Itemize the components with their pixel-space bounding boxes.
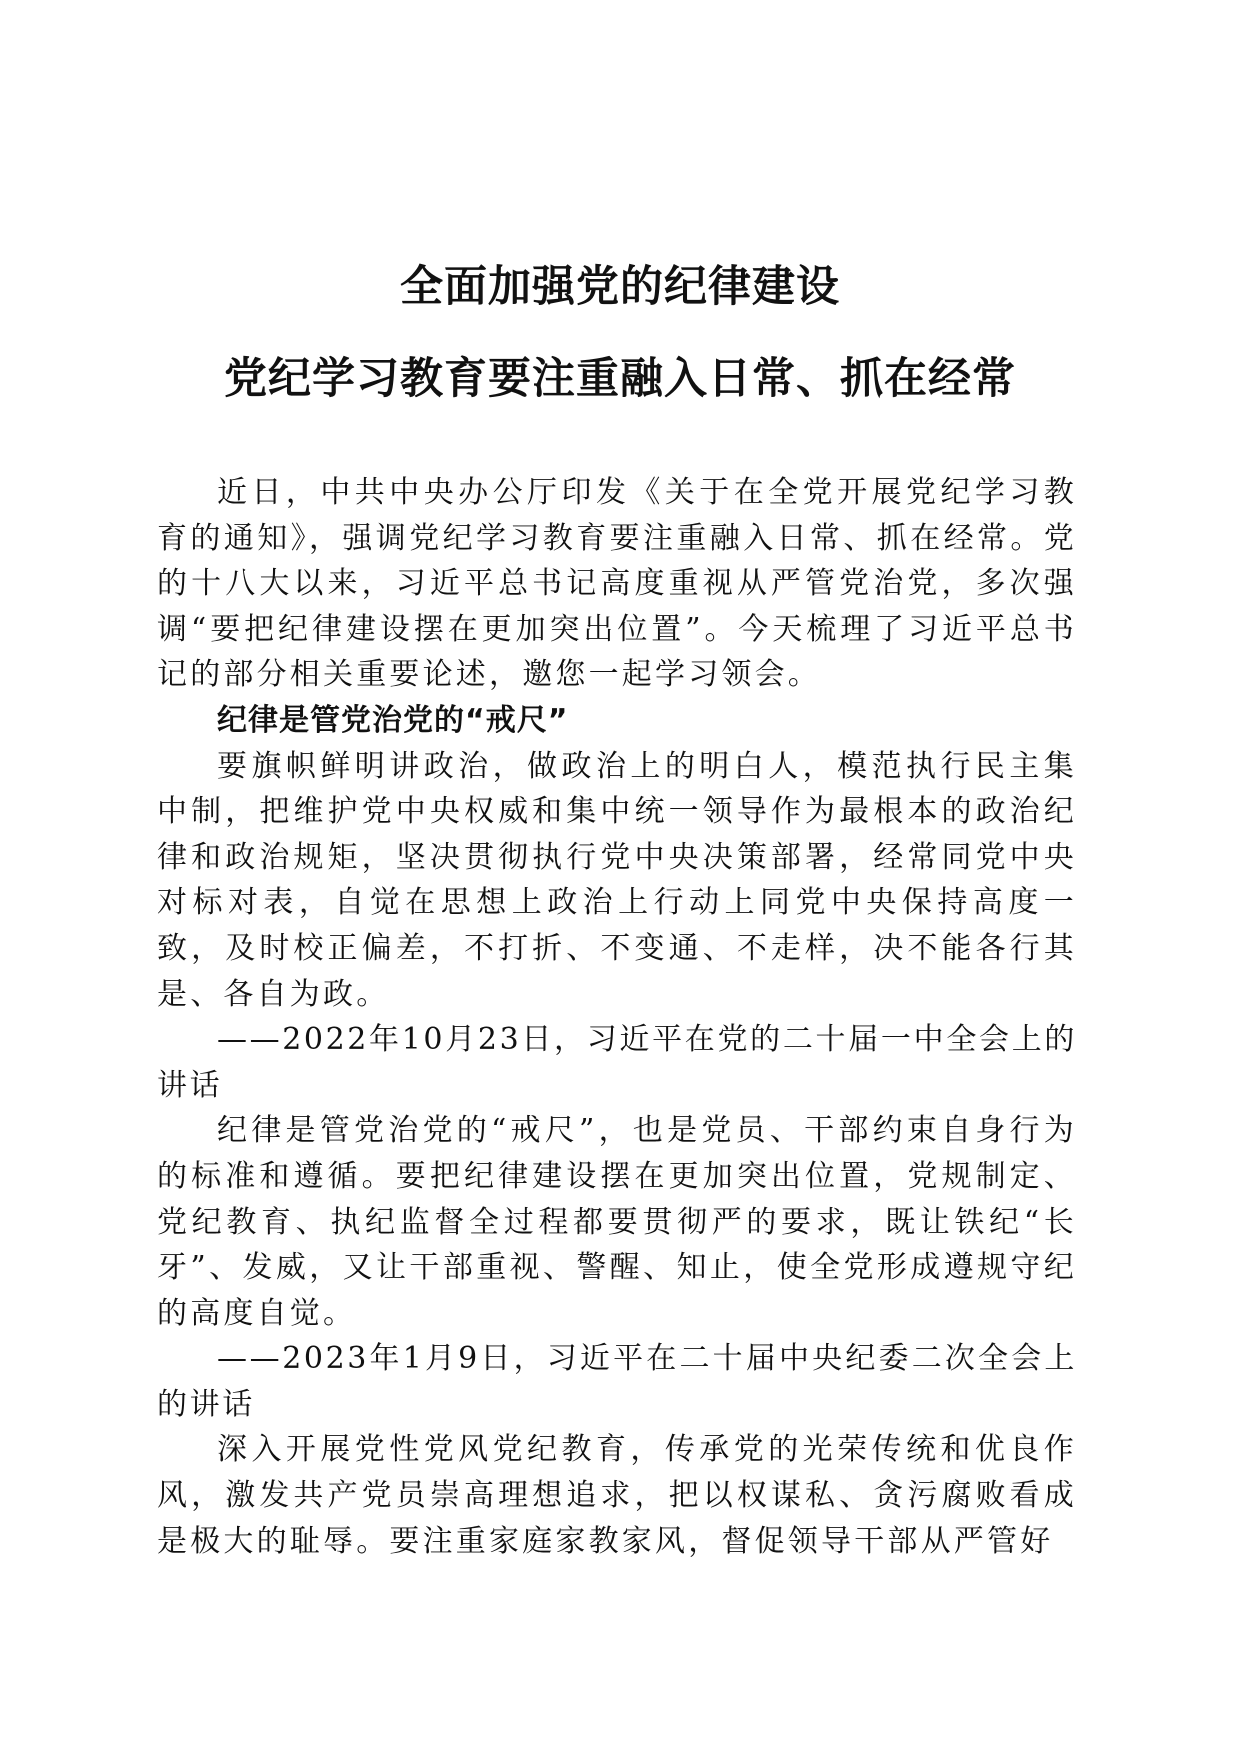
intro-paragraph: 近日，中共中央办公厅印发《关于在全党开展党纪学习教育的通知》，强调党纪学习教育要注重融入日常、抓在经常。党的十八大以来，习近平总书记高度重视从严管党治党，多次强调“要把纪律建设摆在更加突出位置”。今天梳理了习近平总书记的部分相关重要论述，邀您一起学习领会。 [157, 475, 1077, 693]
quote-paragraph: 深入开展党性党风党纪教育，传承党的光荣传统和优良作风，激发共产党员崇高理想追求，把以权谋私、贪污腐败看成是极大的耻辱。要注重家庭家教家风，督促领导干部从严管好 [157, 1432, 1077, 1559]
document-body [157, 470, 1077, 1564]
quote-source: ——2023年1月9日，习近平在二十届中央纪委二次全会上的讲话 [157, 1341, 1077, 1422]
section-heading: 纪律是管党治党的“戒尺” [217, 702, 569, 738]
quote-paragraph: 纪律是管党治党的“戒尺”，也是党员、干部约束自身行为的标准和遵循。要把纪律建设摆在更加突出位置，党规制定、党纪教育、执纪监督全过程都要贯彻严的要求，既让铁纪“长牙”、发威，又让干部重视、警醒、知止，使全党形成遵规守纪的高度自觉。 [157, 1113, 1077, 1331]
document-title-line-2: 党纪学习教育要注重融入日常、抓在经常 [224, 354, 1016, 404]
quote-source: ——2022年10月23日，习近平在党的二十届一中全会上的讲话 [157, 1022, 1077, 1103]
quote-paragraph: 要旗帜鲜明讲政治，做政治上的明白人，模范执行民主集中制，把维护党中央权威和集中统一领导作为最根本的政治纪律和政治规矩，坚决贯彻执行党中央决策部署，经常同党中央对标对表，自觉在思想上政治上行动上同党中央保持高度一致，及时校正偏差，不打折、不变通、不走样，决不能各行其是、各自为政。 [157, 748, 1077, 1012]
document-title-line-1: 全面加强党的纪律建设 [400, 262, 840, 312]
